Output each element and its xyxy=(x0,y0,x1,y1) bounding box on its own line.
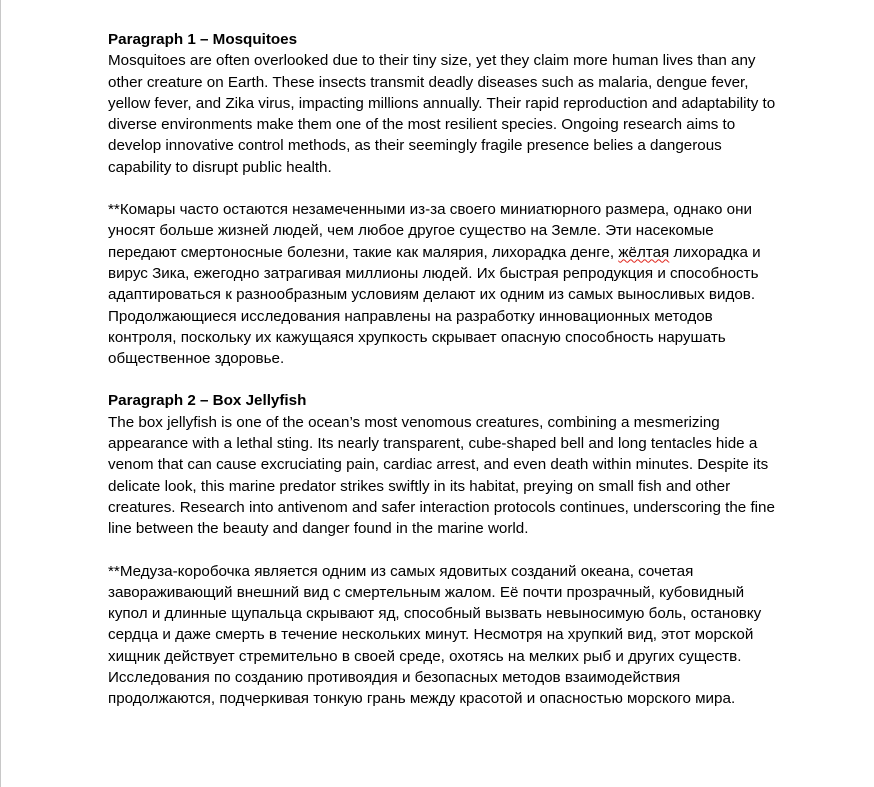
paragraph-spacer xyxy=(108,369,780,390)
spellcheck-flagged-word[interactable]: жёлтая xyxy=(618,243,670,261)
paragraph-english-mosquitoes: Mosquitoes are often overlooked due to their tiny size, yet they claim more human lives than any other creature on Earth. These insects transmit deadly diseases such as malaria, dengue fever, yellow fever, and Zika virus, impacting millions annually. Their rapid reproduction and adaptability to diverse environments make them one of the most resilient species. Ongoing research aims to develop innovative control methods, as their seemingly fragile presence belies a dangerous capability to disrupt public health. xyxy=(108,52,776,176)
paragraph-spacer xyxy=(108,178,780,199)
paragraph-english-box-jellyfish: The box jellyfish is one of the ocean’s most venomous creatures, combining a mesmerizing appearance with a lethal sting. Its nearly transparent, cube-shaped bell and long tentacles hide a venom that can cause excruciating pain, cardiac arrest, and even death within minutes. Despite its delicate look, this marine predator strikes swiftly in its habitat, preying on small fish and other creatures. Research into antivenom and safer interaction protocols continues, underscoring the fine line between the beauty and danger found in the marine world. xyxy=(108,413,775,538)
paragraph-russian-mosquitoes xyxy=(108,199,780,369)
section-heading-box-jellyfish: Paragraph 2 – Box Jellyfish xyxy=(108,392,307,410)
paragraph-russian-box-jellyfish: **Медуза-коробочка является одним из самых ядовитых созданий океана, сочетая завораживающий внешний вид с смертельным жалом. Её почти прозрачный, кубовидный купол и длинные щупальца скрывают яд, способный вызвать невыносимую боль, остановку сердца и даже смерть в течение нескольких минут. Несмотря на хрупкий вид, этот морской хищник действует стремительно в своей среде, охотясь на мелких рыб и других существ. Исследования по созданию противоядия и безопасных методов взаимодействия продолжаются, подчеркивая тонкую грань между красотой и опасностью морского мира. xyxy=(108,562,762,708)
text-run: лихорадка и вирус Зика, ежегодно затрагивая миллионы людей. Их быстрая репродукция и способность адаптироваться к разнообразным условиям делают их одним из самых выносливых видов. Продолжающиеся исследования направлены на разработку инновационных методов контроля, поскольку их кажущаяся хрупкость скрывает опасную способность нарушать общественное здоровье. xyxy=(108,243,761,368)
document-body[interactable] xyxy=(108,29,780,710)
text-run: **Комары часто остаются незамеченными из-за своего миниатюрного размера, однако они уносят больше жизней людей, чем любое другое существо на Земле. Эти насекомые передают смертоносные болезни, такие как малярия, лихорадка денге, xyxy=(108,201,752,261)
section-heading-mosquitoes: Paragraph 1 – Mosquitoes xyxy=(108,31,298,48)
paragraph-spacer xyxy=(108,540,780,561)
